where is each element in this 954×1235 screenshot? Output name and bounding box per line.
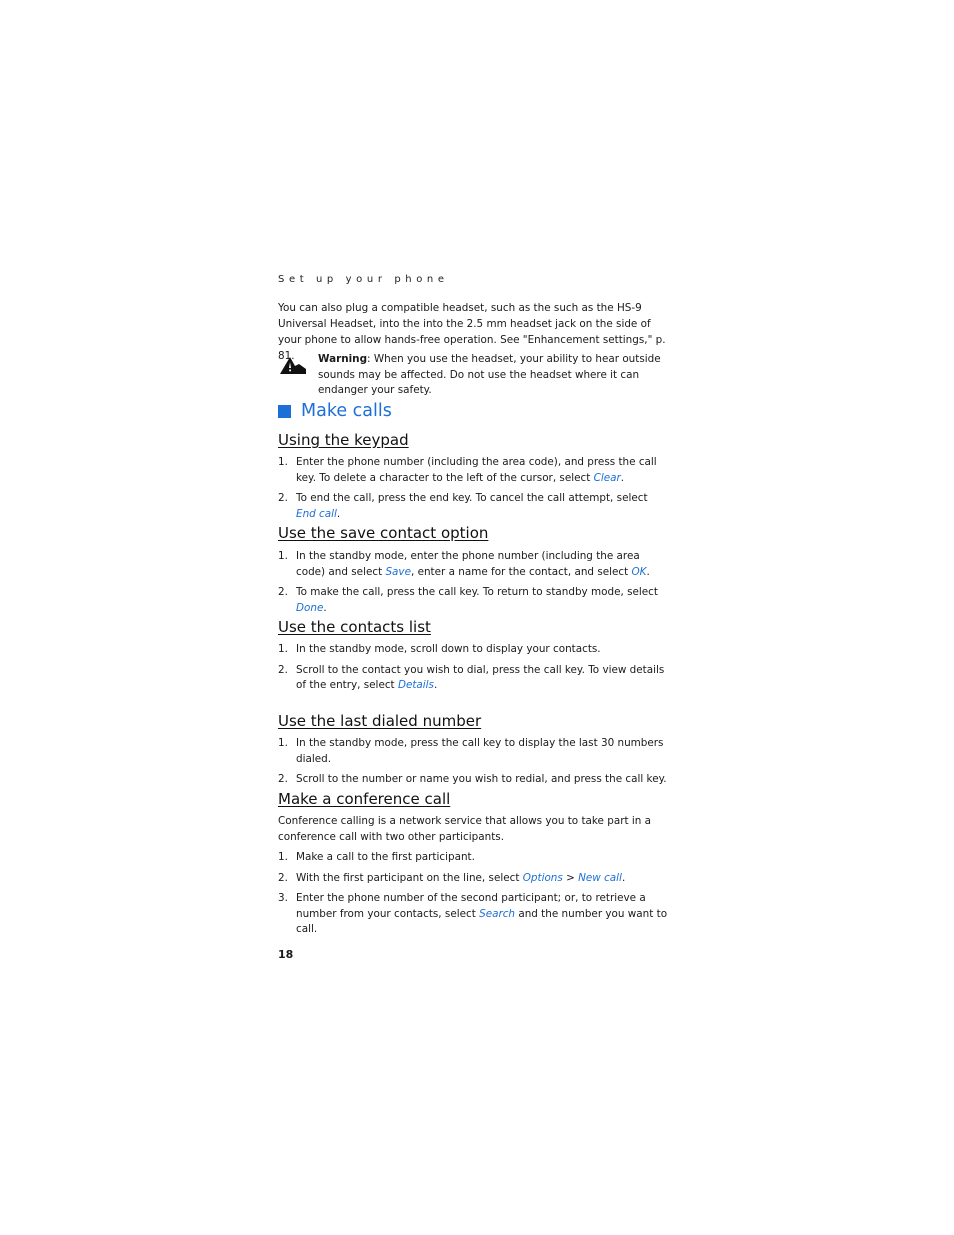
list-item: 1. Make a call to the first participant. (278, 851, 475, 863)
list-item: 2. Scroll to the number or name you wish to redial, and press the call key. (278, 773, 667, 785)
subheading-contacts-list: Use the contacts list (278, 618, 431, 636)
warning-note (318, 352, 674, 399)
end-call-softkey: End call (296, 507, 337, 520)
details-softkey: Details (397, 679, 434, 691)
save-softkey: Save (385, 565, 411, 578)
subheading-conference: Make a conference call (278, 790, 451, 808)
save-contact-steps (278, 549, 670, 621)
keypad-steps (278, 455, 670, 527)
search-softkey: Search (479, 907, 516, 920)
page-number: 18 (278, 948, 294, 961)
contacts-list-steps (278, 642, 670, 699)
warning-label: Warning (318, 353, 368, 365)
subheading-keypad: Using the keypad (278, 431, 409, 449)
subheading-save-contact: Use the save contact option (278, 524, 489, 542)
section-title: Make calls (301, 401, 392, 421)
section-heading (278, 399, 392, 423)
list-item: 1. In the standby mode, enter the phone number (including the area code) and select Save, enter a name for the contact, and select OK. (278, 550, 650, 578)
subheading-last-dialed: Use the last dialed number (278, 712, 482, 730)
list-item: 1. In the standby mode, scroll down to display your contacts. (278, 643, 601, 655)
running-head: Set up your phone (278, 274, 449, 285)
new-call-softkey: New call (578, 871, 622, 884)
ok-softkey: OK (631, 565, 647, 578)
conference-intro: Conference calling is a network service that allows you to take part in a conference call with two other participants. (278, 815, 651, 843)
list-item: 1. Enter the phone number (including the area code), and press the call key. To delete a character to the left of the cursor, select Clear. (278, 456, 657, 484)
list-item: 2. Scroll to the contact you wish to dial, press the call key. To view details of the entry, select Details. (278, 663, 665, 691)
list-item: 2. To make the call, press the call key. To return to standby mode, select Done. (278, 586, 658, 614)
options-softkey: Options (522, 871, 563, 884)
warning-text: : When you use the headset, your ability to hear outside sounds may be affected. Do not use the headset where it can endanger your safety. (318, 353, 661, 396)
section-square-icon (278, 405, 291, 418)
list-item: 2. To end the call, press the end key. To cancel the call attempt, select End call. (278, 492, 648, 520)
clear-softkey: Clear (593, 471, 621, 484)
conference-steps (278, 850, 670, 943)
list-item: 1. In the standby mode, press the call key to display the last 30 numbers dialed. (278, 737, 664, 765)
done-softkey: Done (296, 601, 324, 614)
last-dialed-steps (278, 736, 670, 793)
warning-hand-icon (278, 354, 308, 376)
intro-paragraph: You can also plug a compatible headset, such as the such as the HS-9 Universal Headset, into the into the 2.5 mm headset jack on the side of your phone to allow hands-free operation. See "Enhancement settings," p. 81. (278, 302, 666, 362)
list-item: 2. With the first participant on the line, select Options > New call. (278, 871, 626, 884)
list-item: 3. Enter the phone number of the second participant; or, to retrieve a number from your contacts, select Search and the number you want to call. (278, 892, 668, 935)
